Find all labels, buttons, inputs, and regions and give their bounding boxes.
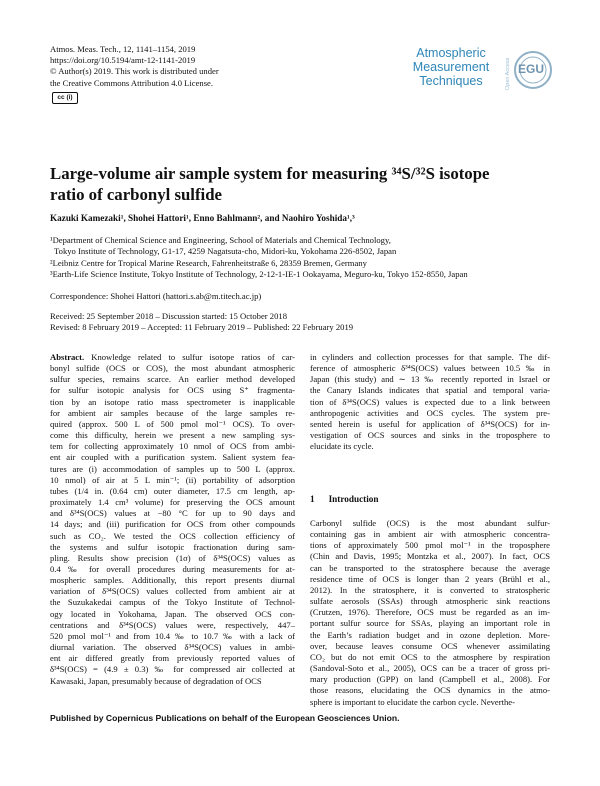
text-line: centrations and δ³⁴S(OCS) values were, respectively, 447– bbox=[50, 619, 295, 630]
text-line: tures are (i) accommodation of samples up to 500 L (approx. bbox=[50, 463, 295, 474]
text-line: in cylinders and collection processes for that sample. The dif- bbox=[310, 352, 550, 362]
text-line: come this difficulty, herein we present a new sampling sys- bbox=[50, 430, 295, 441]
text-line: the Suzukakedai campus of the Tokyo Institute of Technol- bbox=[50, 597, 295, 608]
journal-name-line2: Measurement bbox=[412, 60, 490, 74]
text-line: (Chin and Davis, 1995; Montzka et al., 2007). In fact, OCS bbox=[310, 551, 550, 562]
section-title: Introduction bbox=[328, 494, 379, 504]
citation: Atmos. Meas. Tech., 12, 1141–1154, 2019 bbox=[50, 44, 196, 54]
text-line: ent air differed greatly from previously reported values of bbox=[50, 653, 295, 664]
text-line: bonyl sulfide (OCS or COS), the most abundant atmospheric bbox=[50, 363, 295, 374]
publisher-footer: Published by Copernicus Publications on behalf of the European Geosciences Union. bbox=[50, 713, 400, 723]
text-line: tem for collecting approximately 10 nmol of OCS from ambi- bbox=[50, 441, 295, 452]
text-line: such as CO₂. We tested the OCS collection efficiency of bbox=[50, 530, 295, 541]
text-line: portant sulfur source for SSAs, playing an important role in bbox=[310, 618, 550, 629]
text-line: residence time of OCS is longer than 2 years (Brühl et al., bbox=[310, 573, 550, 584]
text-line: vestigation of OCS sources and sinks in the troposphere to bbox=[310, 430, 550, 441]
text-line: sulfur species, remains scarce. An earlier method developed bbox=[50, 374, 295, 385]
text-line: containing gas in ambient air with atmospheric concentra- bbox=[310, 529, 550, 540]
text-line: tion of δ³⁴S(OCS) values is expected due to a link between bbox=[310, 396, 550, 407]
title-line2: ratio of carbonyl sulfide bbox=[50, 185, 222, 204]
text-line: can be transported to the stratosphere because the average bbox=[310, 562, 550, 573]
text-line: for ambient air samples because of the large samples re- bbox=[50, 407, 295, 418]
affiliation-line: Tokyo Institute of Technology, G1-17, 4259 Nagatsuta-cho, Midori-ku, Yokohama 226-8502, Japan bbox=[54, 246, 397, 257]
text-line: (Crutzen, 1976). Therefore, OCS must be regarded as an im- bbox=[310, 607, 550, 618]
author-list: Kazuki Kamezaki¹, Shohei Hattori¹, Enno Bahlmann², and Naohiro Yoshida¹,³ bbox=[50, 213, 355, 223]
article-dates bbox=[50, 311, 353, 334]
journal-logo bbox=[405, 46, 555, 104]
text-line: tubes (1/4 in. (0.64 cm) outer diameter, 17.5 cm length, ap- bbox=[50, 485, 295, 496]
section-number: 1 bbox=[310, 494, 315, 504]
text-line: sphere is important to elucidate the carbon cycle. Neverthe- bbox=[310, 696, 515, 707]
affiliation-line: ³Earth-Life Science Institute, Tokyo Institute of Technology, 2-12-1-IE-1 Ookayama, Meguro-ku, Tokyo 152-8550, Japan bbox=[50, 269, 468, 280]
text-line: ogy located in Yokohama, Japan. The observed OCS con- bbox=[50, 608, 295, 619]
text-line: ference of atmospheric δ³⁴S(OCS) values between 10.5 ‰ in bbox=[310, 363, 550, 374]
title-line1: Large-volume air sample system for measuring ³⁴S/³²S isotope bbox=[50, 164, 490, 183]
text-line: (Sandoval-Soto et al., 2005), OCS can be a tracer of gross pri- bbox=[310, 663, 550, 674]
dates-line: Received: 25 September 2018 – Discussion started: 15 October 2018 bbox=[50, 311, 287, 321]
text-line: Carbonyl sulfide (OCS) is the most abundant sulfur- bbox=[310, 518, 550, 528]
text-line: tions of approximately 500 pmol mol⁻¹ in the troposphere bbox=[310, 540, 550, 551]
license: the Creative Commons Attribution 4.0 License. bbox=[50, 77, 214, 88]
journal-name-line1: Atmospheric bbox=[416, 46, 486, 60]
affiliations bbox=[50, 235, 468, 281]
text-line: proximately 1.4 cm³ volume) for preserving the OCS amount bbox=[50, 497, 295, 508]
text-line: those reasons, elucidating the OCS dynamics in the atmo- bbox=[310, 685, 550, 696]
text-line: Kawasaki, Japan, presumably because of degradation of OCS bbox=[50, 675, 262, 686]
dates-line: Revised: 8 February 2019 – Accepted: 11 February 2019 – Published: 22 February 2019 bbox=[50, 322, 354, 333]
text-line: mospheric samples. Additionally, this report presents diurnal bbox=[50, 575, 295, 586]
text-line: sented herein is useful for application of δ³⁴S(OCS) for in- bbox=[310, 418, 550, 429]
paper-title bbox=[50, 163, 560, 205]
text-line: the systems and sulfur isotopic fractionation during sam- bbox=[50, 541, 295, 552]
text-line: the Earth’s radiation budget and in ozone depletion. More- bbox=[310, 629, 550, 640]
affiliation-line: ¹Department of Chemical Science and Engineering, School of Materials and Chemical Technology, bbox=[50, 235, 391, 245]
text-line: variation of δ³⁴S(OCS) values collected from ambient air at bbox=[50, 586, 295, 597]
journal-name-line3: Techniques bbox=[419, 74, 483, 88]
introduction-text bbox=[310, 518, 550, 708]
text-line: elucidate its cycle. bbox=[310, 441, 374, 452]
text-line: Japan (this study) and ∼ 13 ‰ recently reported in Israel or bbox=[310, 374, 550, 385]
section-heading bbox=[310, 494, 392, 504]
abstract-label: Abstract. bbox=[50, 352, 85, 362]
text-line: 14 days; and (iii) purification for OCS from other compounds bbox=[50, 519, 295, 530]
text-line: 0.4 ‰ for overall procedures during measurements for at- bbox=[50, 563, 295, 574]
text-line: ent air coupled with a purification system. Salient system fea- bbox=[50, 452, 295, 463]
citation-block bbox=[50, 44, 219, 89]
publisher-logo-text: EGU bbox=[518, 62, 545, 76]
text-line: tion by an isotope ratio mass spectrometer is inapplicable bbox=[50, 396, 295, 407]
open-access-label: Open Access bbox=[505, 57, 511, 90]
abstract bbox=[50, 352, 295, 687]
text-line: Abstract. Knowledge related to sulfur isotope ratios of car- bbox=[50, 352, 295, 362]
correspondence: Correspondence: Shohei Hattori (hattori.s.ab@m.titech.ac.jp) bbox=[50, 291, 262, 301]
text-line: CO₂ but do not emit OCS to the atmosphere by respiration bbox=[310, 651, 550, 662]
affiliation-line: ²Leibniz Centre for Tropical Marine Research, Fahrenheitstraße 6, 28359 Bremen, Germany bbox=[50, 257, 367, 268]
text-line: mary production (GPP) on land (Campbell et al., 2008). For bbox=[310, 674, 550, 685]
text-line: pling. Results show precision (1σ) of δ³⁴S(OCS) values as bbox=[50, 552, 295, 563]
cc-license-icon[interactable]: cc (i) bbox=[52, 92, 78, 104]
text-line: diurnal variation. The observed δ³⁴S(OCS) values in ambi- bbox=[50, 642, 295, 653]
abstract-continuation bbox=[310, 352, 550, 452]
text-line: 10 nmol) of air at 5 L min⁻¹; (ii) portability of adsorption bbox=[50, 474, 295, 485]
text-line: δ³⁴S(OCS) = (4.9 ± 0.3) ‰ for compressed air collected at bbox=[50, 664, 295, 675]
text-line: and δ³⁴S(OCS) values at −80 °C for up to 90 days and bbox=[50, 508, 295, 519]
text-line: 2012). In the stratosphere, it is converted to stratospheric bbox=[310, 584, 550, 595]
text-line: quired (approx. 500 L of 500 pmol mol⁻¹ OCS). To over- bbox=[50, 418, 295, 429]
doi-link[interactable]: https://doi.org/10.5194/amt-12-1141-2019 bbox=[50, 55, 196, 66]
text-line: over, because leaves consume OCS whenever assimilating bbox=[310, 640, 550, 651]
copyright: © Author(s) 2019. This work is distributed under bbox=[50, 66, 219, 77]
text-line: for sulfur isotopic analysis for OCS using S⁺ fragmenta- bbox=[50, 385, 295, 396]
text-line: 520 pmol mol⁻¹ and from 10.4 ‰ to 10.7 ‰ with a lack of bbox=[50, 630, 295, 641]
text-line: anthropogenic activities and OCS cycles. The system pre- bbox=[310, 407, 550, 418]
text-line: the Canary Islands indicates that spatial and temporal varia- bbox=[310, 385, 550, 396]
journal-name bbox=[405, 46, 497, 88]
text-line: sulfate aerosols (SSAs) through atmospheric sink reactions bbox=[310, 596, 550, 607]
